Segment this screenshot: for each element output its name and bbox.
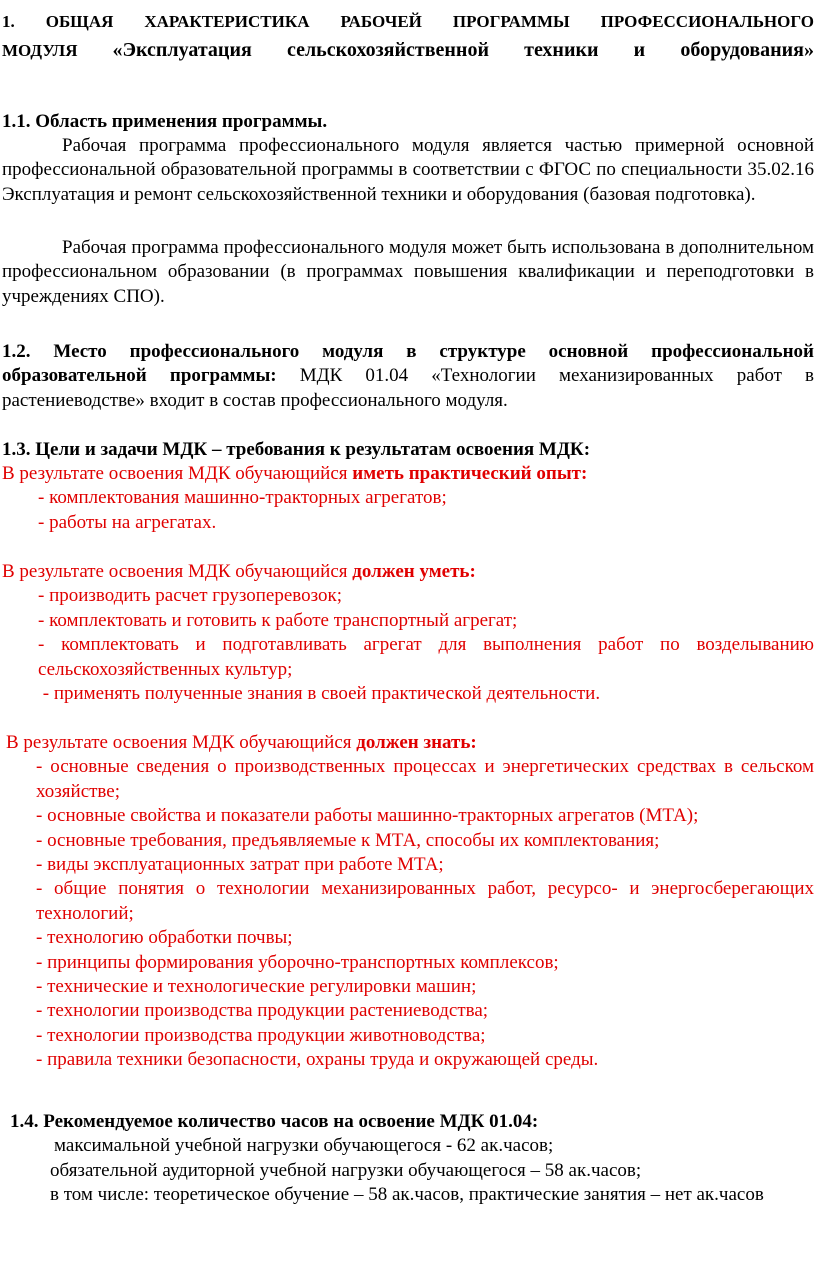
list-item: - производить расчет грузоперевозок;: [38, 585, 343, 607]
section-1-4-heading: 1.4. Рекомендуемое количество часов на освоение МДК 01.04:: [10, 1111, 539, 1132]
list-item: - основные требования, предъявляемые к МТА, способы их комплектования;: [36, 829, 660, 851]
list-item: - комплектовать и готовить к работе транспортный агрегат;: [38, 609, 518, 631]
hours-line: максимальной учебной нагрузки обучающегося - 62 ак.часов;: [54, 1135, 554, 1157]
list-item: - технологии производства продукции животноводства;: [36, 1024, 486, 1046]
document-title: [2, 8, 814, 65]
title-line1: 1. ОБЩАЯ ХАРАКТЕРИСТИКА РАБОЧЕЙ ПРОГРАММЫ ПРОФЕССИОНАЛЬНОГО: [2, 12, 814, 31]
group-intro: В результате освоения МДК обучающийся: [6, 732, 357, 753]
list-item: - общие понятия о технологии механизированных работ, ресурсо- и энергосберегающих технологий;: [36, 878, 814, 924]
hours-line: в том числе: теоретическое обучение – 58 ак.часов, практические занятия – нет ак.часов: [50, 1184, 764, 1206]
group-knowledge: [6, 731, 814, 1073]
hours-line: обязательной аудиторной учебной нагрузки обучающегося – 58 ак.часов;: [50, 1159, 642, 1181]
list-item: - технологии производства продукции растениеводства;: [36, 1000, 489, 1022]
list-item: - основные свойства и показатели работы машинно-тракторных агрегатов (МТА);: [36, 805, 699, 827]
list-item: - работы на агрегатах.: [38, 511, 217, 533]
group-label: иметь практический опыт:: [352, 463, 588, 484]
group-intro: В результате освоения МДК обучающийся: [2, 463, 353, 484]
section-1-2: [2, 340, 814, 413]
section-1-2-heading: 1.2. Место профессионального модуля в структуре основной профессиональной образовательной программы:: [2, 341, 814, 387]
section-1-2-text: МДК 01.04 «Технологии механизированных работ в растениеводстве» входит в состав профессионального модуля.: [2, 365, 814, 411]
list-item: - правила техники безопасности, охраны труда и окружающей среды.: [36, 1049, 599, 1071]
list-item: - технологию обработки почвы;: [36, 927, 293, 949]
list-item: - основные сведения о производственных процессах и энергетических средствах в сельском хозяйстве;: [36, 756, 814, 802]
section-1-4: [2, 1110, 814, 1208]
group-experience: [2, 462, 814, 535]
list-item: - комплектовать и подготавливать агрегат для выполнения работ по возделыванию сельскохозяйственных культур;: [38, 634, 814, 680]
group-label: должен уметь:: [352, 561, 476, 582]
group-label: должен знать:: [356, 732, 477, 753]
section-1-1-para1: Рабочая программа профессионального модуля является частью примерной основной профессиональной образовательной программы в соответствии с ФГОС по специальности 35.02.16 Эксплуатация и ремонт сельскохозяйственной техники и оборудования (базовая подготовка).: [2, 135, 814, 205]
section-1-1-para2: Рабочая программа профессионального модуля может быть использована в дополнительном профессиональном образовании (в программах повышения квалификации и переподготовки в учреждениях СПО).: [2, 237, 814, 307]
section-1-3-heading: 1.3. Цели и задачи МДК – требования к результатам освоения МДК:: [2, 439, 591, 460]
group-intro: В результате освоения МДК обучающийся: [2, 561, 353, 582]
section-1-1-heading: 1.1. Область применения программы.: [2, 111, 328, 132]
list-item: - применять полученные знания в своей практической деятельности.: [38, 683, 601, 705]
group-skills: [2, 560, 814, 706]
list-item: - технические и технологические регулировки машин;: [36, 976, 477, 998]
title-caps: МОДУЛЯ: [2, 41, 78, 60]
list-item: - принципы формирования уборочно-транспортных комплексов;: [36, 951, 559, 973]
list-item: - комплектования машинно-тракторных агрегатов;: [38, 487, 447, 509]
title-module-name: «Эксплуатация сельскохозяйственной техники и оборудования»: [112, 39, 814, 61]
list-item: - виды эксплуатационных затрат при работе МТА;: [36, 854, 444, 876]
